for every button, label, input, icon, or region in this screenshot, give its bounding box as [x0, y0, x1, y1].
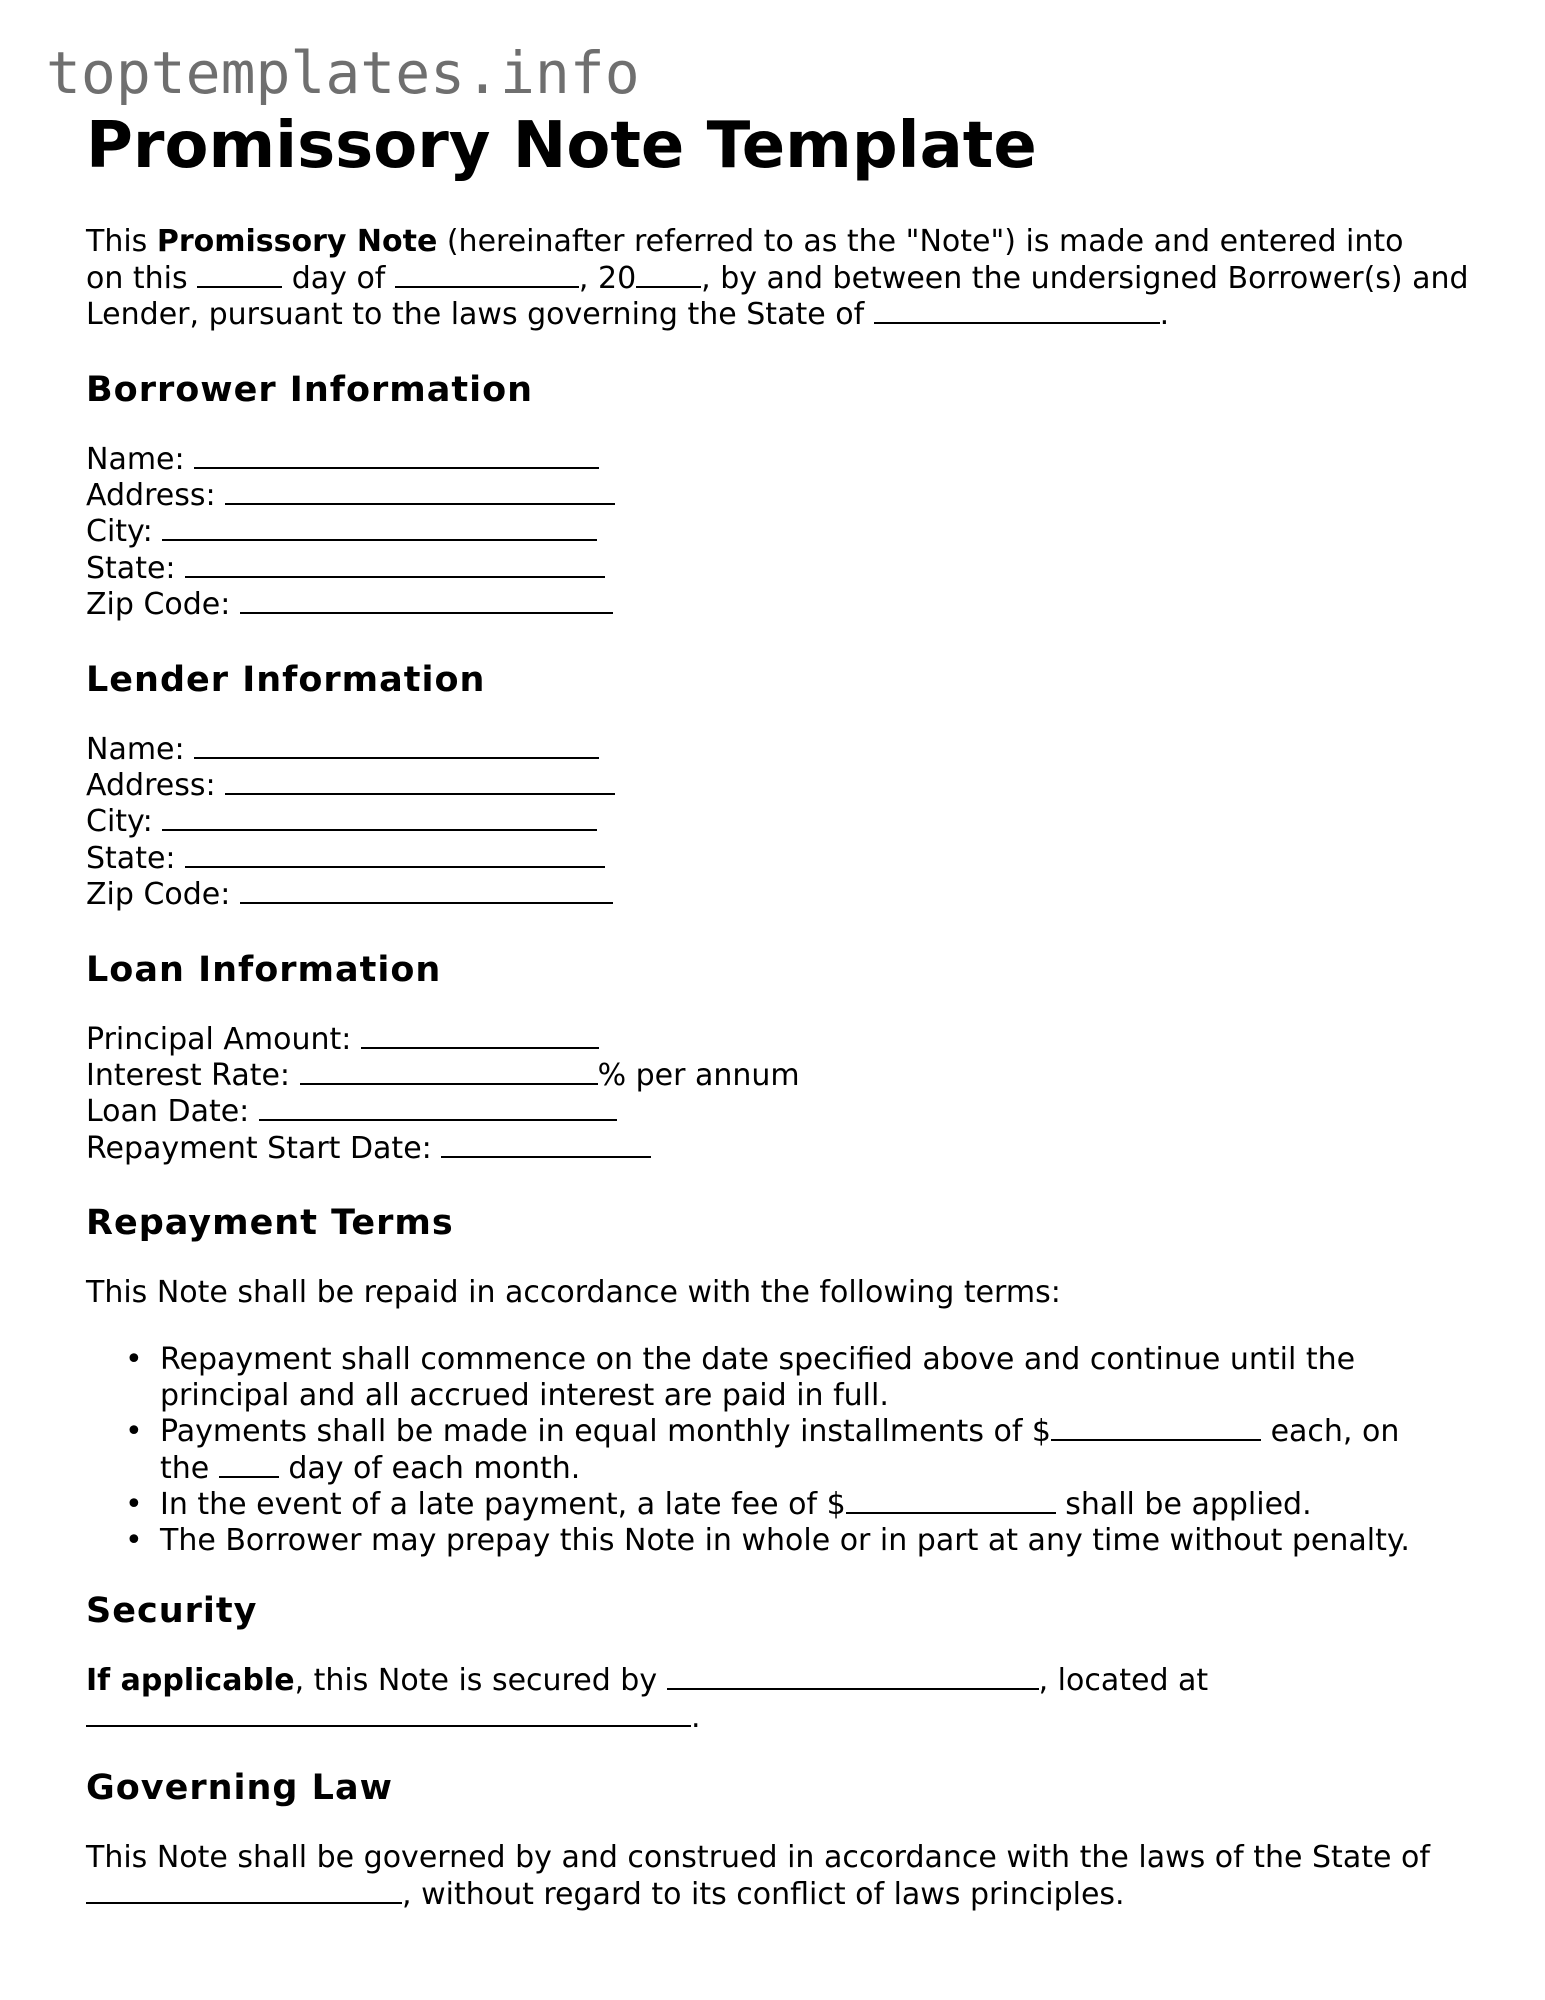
payment-day-field[interactable] [219, 1452, 279, 1478]
governing-law-paragraph [86, 1840, 1486, 1913]
state-blank[interactable] [874, 298, 1160, 324]
security-text-b: , located at [1038, 1663, 1209, 1699]
lender-name-field[interactable] [194, 733, 599, 759]
term2-d: day of each month. [278, 1450, 581, 1486]
interest-suffix: % per annum [597, 1057, 800, 1093]
security-heading: Security [86, 1591, 258, 1632]
security-end: . [691, 1699, 701, 1735]
borrower-city-field[interactable] [162, 515, 597, 541]
field-label: City: [86, 514, 153, 550]
intro-line2-a: on this [86, 260, 198, 296]
document-body [86, 108, 1486, 1913]
principal-label: Principal Amount: [86, 1021, 352, 1057]
lender-address-row [86, 768, 1486, 804]
intro-prefix: This [86, 224, 157, 259]
term3-a: In the event of a late payment, a late fee of $ [160, 1486, 846, 1522]
borrower-fields [86, 442, 1486, 624]
term2-line1 [160, 1414, 1486, 1450]
law-line2-text: , without regard to its conflict of laws principles. [402, 1876, 1125, 1912]
field-label: Name: [86, 731, 185, 767]
security-text-a: , this Note is secured by [294, 1663, 667, 1699]
intro-line-1 [86, 224, 1486, 261]
lender-fields [86, 732, 1486, 914]
bullet: • [125, 1414, 143, 1450]
year-blank[interactable] [636, 262, 701, 288]
loan-date-row [86, 1094, 1486, 1130]
intro-paragraph [86, 224, 1486, 334]
field-label: Address: [86, 477, 216, 513]
day-blank[interactable] [197, 262, 282, 288]
interest-field[interactable] [300, 1059, 598, 1085]
intro-line2-b: day of [282, 260, 395, 296]
lender-address-field[interactable] [225, 769, 615, 795]
term4-line: The Borrower may prepay this Note in whole or in part at any time without penalty. [160, 1523, 1410, 1559]
field-label: Name: [86, 441, 185, 477]
borrower-city-row [86, 514, 1486, 550]
field-label: State: [86, 840, 176, 876]
month-blank[interactable] [395, 262, 579, 288]
repayment-terms-list [86, 1342, 1486, 1560]
principal-row [86, 1022, 1486, 1058]
field-label: State: [86, 550, 176, 586]
law-state-field[interactable] [86, 1878, 402, 1904]
borrower-address-row [86, 478, 1486, 514]
intro-line-3 [86, 297, 1486, 334]
security-line2 [86, 1700, 1486, 1737]
lender-state-field[interactable] [185, 842, 605, 868]
intro-line2-c: , 20 [578, 260, 637, 296]
loan-date-label: Loan Date: [86, 1094, 250, 1130]
repayment-start-row [86, 1131, 1486, 1167]
lender-city-row [86, 804, 1486, 840]
lender-city-field[interactable] [162, 805, 597, 831]
intro-line3: Lender, pursuant to the laws governing the State of [86, 297, 874, 332]
intro-line1-rest: (hereinafter referred to as the "Note") is made and entered into [437, 224, 1404, 259]
borrower-name-field[interactable] [194, 443, 599, 469]
term1-line2: principal and all accrued interest are paid in full. [160, 1377, 889, 1413]
field-label: Zip Code: [86, 877, 231, 913]
collateral-field[interactable] [667, 1664, 1039, 1690]
term1-line1: Repayment shall commence on the date specified above and continue until the [160, 1341, 1356, 1377]
law-line2 [86, 1877, 1486, 1914]
installment-amount-field[interactable] [1051, 1415, 1261, 1441]
bullet: • [125, 1486, 143, 1522]
principal-field[interactable] [361, 1023, 599, 1049]
loan-fields [86, 1022, 1486, 1168]
intro-line3-end: . [1159, 297, 1170, 332]
borrower-zip-field[interactable] [240, 588, 613, 614]
interest-row [86, 1058, 1486, 1094]
repayment-start-label: Repayment Start Date: [86, 1130, 432, 1166]
security-paragraph [86, 1663, 1486, 1736]
term2-line2 [160, 1451, 1486, 1487]
late-fee-field[interactable] [846, 1488, 1056, 1514]
law-line1: This Note shall be governed by and construed in accordance with the laws of the State of [86, 1840, 1430, 1876]
list-item [125, 1486, 1486, 1523]
term3-b: shall be applied. [1055, 1486, 1312, 1522]
borrower-name-row [86, 442, 1486, 478]
borrower-state-field[interactable] [185, 552, 605, 578]
list-item [125, 1523, 1486, 1559]
intro-line-2 [86, 261, 1486, 298]
borrower-zip-row [86, 587, 1486, 623]
list-item [125, 1341, 1486, 1415]
borrower-heading: Borrower Information [86, 369, 534, 410]
borrower-address-field[interactable] [225, 479, 615, 505]
lender-state-row [86, 841, 1486, 877]
repayment-intro: This Note shall be repaid in accordance with the following terms: [86, 1275, 1061, 1311]
security-bold: If applicable [86, 1663, 295, 1699]
page-title: Promissory Note Template [86, 109, 1037, 183]
loan-heading: Loan Information [86, 949, 442, 990]
repayment-start-field[interactable] [441, 1132, 651, 1158]
field-label: City: [86, 804, 153, 840]
governing-law-heading: Governing Law [86, 1768, 393, 1809]
interest-label: Interest Rate: [86, 1057, 291, 1093]
field-label: Address: [86, 767, 216, 803]
lender-zip-row [86, 877, 1486, 913]
loan-date-field[interactable] [259, 1095, 617, 1121]
intro-line2-d: , by and between the undersigned Borrower(s) and [701, 260, 1469, 296]
lender-zip-field[interactable] [240, 878, 613, 904]
term2-c: the [160, 1450, 219, 1486]
term2-a: Payments shall be made in equal monthly installments of $ [160, 1414, 1052, 1450]
intro-bold-term: Promissory Note [156, 224, 438, 259]
term3-line [160, 1487, 1486, 1523]
watermark: toptemplates.info [46, 39, 640, 107]
field-label: Zip Code: [86, 587, 231, 623]
borrower-state-row [86, 551, 1486, 587]
bullet: • [125, 1341, 143, 1377]
list-item [125, 1414, 1486, 1487]
collateral-location-field[interactable] [86, 1701, 691, 1727]
lender-heading: Lender Information [86, 659, 486, 700]
bullet: • [125, 1523, 143, 1559]
lender-name-row [86, 732, 1486, 768]
repayment-heading: Repayment Terms [86, 1203, 454, 1244]
security-line1 [86, 1663, 1486, 1700]
term2-b: each, on [1261, 1414, 1400, 1450]
